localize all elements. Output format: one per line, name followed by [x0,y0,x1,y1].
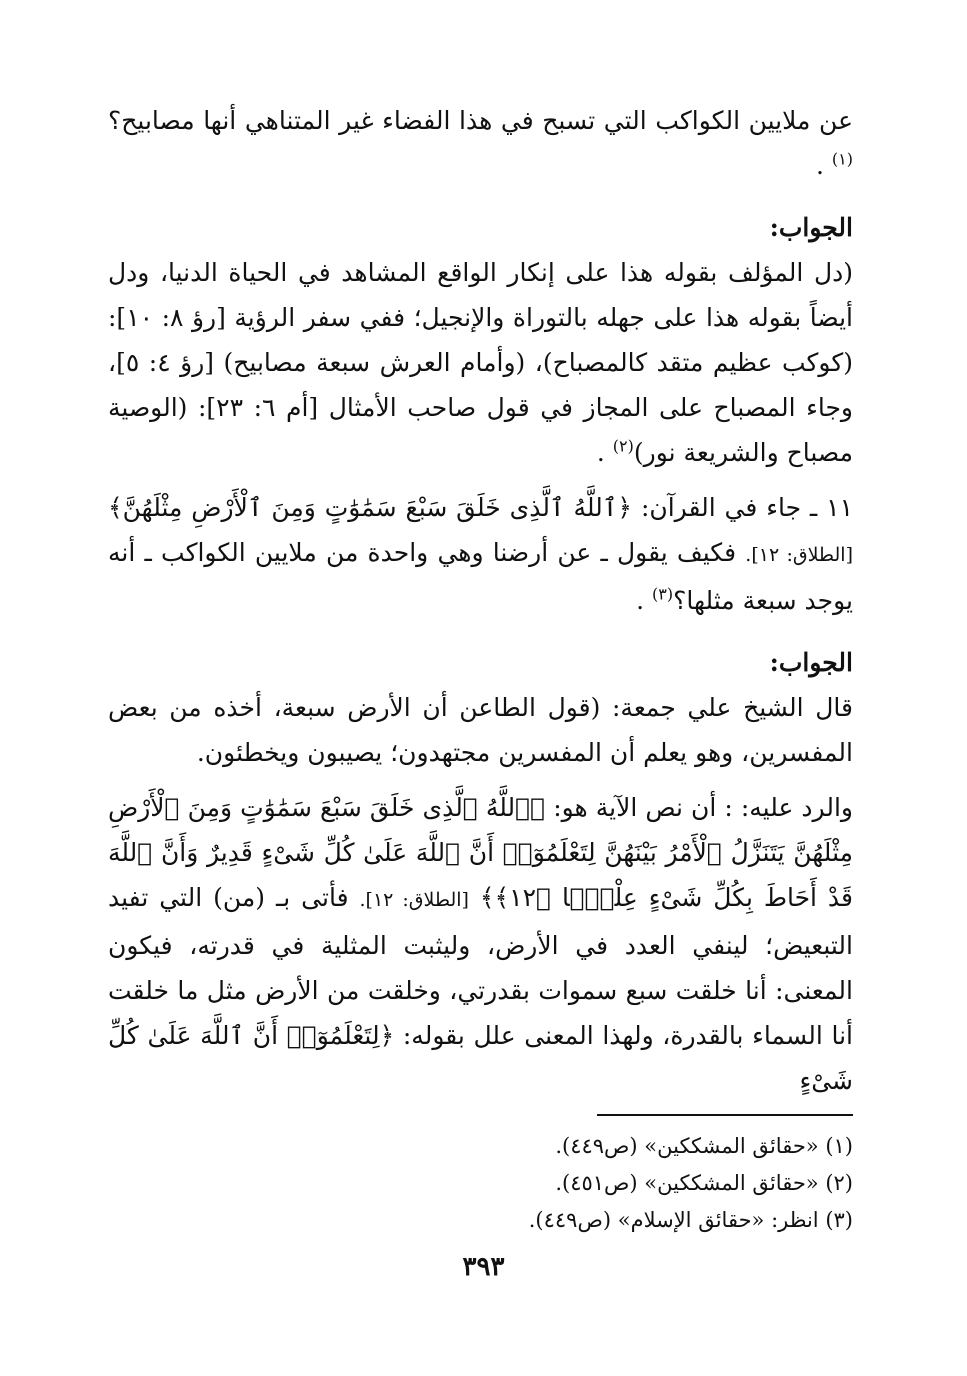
answer-heading-1: الجواب: [769,213,853,242]
intro-text: عن ملايين الكواكب التي تسبح في هذا الفضاء غير المتناهي أنها مصابيح؟ [108,106,853,135]
question-11-text: ١١ ـ جاء في القرآن: ﴿ٱللَّهُ ٱلَّذِى خَلَقَ سَبْعَ سَمَٰوَٰتٍ وَمِنَ ٱلْأَرْضِ مِثْلَهُنَّ﴾ [108,493,853,522]
rebuttal-citation: [الطلاق: ١٢]. [359,889,469,911]
rebuttal-paragraph [108,785,853,1103]
footnote-3: (٣) انظر: «حقائق الإسلام» (ص٤٤٩). [528,1208,853,1232]
footnote-ref-3[interactable]: (٣) [651,584,674,604]
page-number: ٣٩٣ [462,1252,505,1282]
answer-paragraph-2: قال الشيخ علي جمعة: (قول الطاعن أن الأرض سبعة، أخذه من بعض المفسرين، وهو يعلم أن المفسرين مجتهدون؛ يصيبون ويخطئون. [108,693,853,767]
answer-heading-2: الجواب: [769,648,853,677]
footnote-ref-2[interactable]: (٢) [612,436,634,456]
rebuttal-text: والرد عليه: : أن نص الآية هو: ﴿ٱللَّهُ ٱلَّذِى خَلَقَ سَبْعَ سَمَٰوَٰتٍ وَمِنَ ٱلْأَرْضِ مِثْلَهُنَّ يَتَنَزَّلُ ٱلْأَمْرُ بَيْنَهُنَّ لِتَعْلَمُوٓا۟ أَنَّ ٱللَّهَ عَلَىٰ كُلِّ شَىْءٍ قَدِيرٌ وَأَنَّ ٱللَّهَ قَدْ أَحَاطَ بِكُلِّ شَىْءٍ عِلْمًۢا ﴿١٢﴾﴾ [108,793,853,912]
footnote-1: (١) «حقائق المشككين» (ص٤٤٩). [555,1134,853,1158]
answer-paragraph-1 [108,250,853,475]
answer-1-end: . [596,438,605,467]
question-11-paragraph [108,485,853,623]
question-11-rest: فكيف يقول ـ عن أرضنا وهي واحدة من ملايين الكواكب ـ أنه يوجد سبعة مثلها؟ [108,538,853,615]
footnote-2: (٢) «حقائق المشككين» (ص٤٥١). [555,1171,853,1195]
answer-1-text: (دل المؤلف بقوله هذا على إنكار الواقع المشاهد في الحياة الدنيا، ودل أيضاً بقوله هذا على جهله بالتوراة والإنجيل؛ ففي سفر الرؤية [رؤ ٨: ١٠]: (كوكب عظيم متقد كالمصباح)، (وأمام العرش سبعة مصابيح) [رؤ ٤: ٥]، وجاء المصباح على المجاز في قول صاحب الأمثال [أم ٦: ٢٣]: (الوصية مصباح والشريعة نور) [108,258,854,467]
question-11-citation: [الطلاق: ١٢]. [745,544,853,566]
intro-paragraph [108,98,853,188]
rebuttal-rest: فأتى بـ (من) التي تفيد التبعيض؛ لينفي العدد في الأرض، وليثبت المثلية في قدرته، فيكون المعنى: أنا خلقت سبع سموات بقدرتي، وخلقت من الأرض مثل ما خلقت أنا السماء بالقدرة، ولهذا المعنى علل بقوله: ﴿لِتَعْلَمُوٓا۟ أَنَّ ٱللَّهَ عَلَىٰ كُلِّ شَىْءٍ [108,883,853,1095]
footnotes [108,1128,853,1239]
intro-end: . [816,151,824,180]
footnote-divider [597,1114,853,1116]
footnote-ref-1[interactable]: (١) [831,149,853,169]
question-11-end: . [636,586,645,615]
